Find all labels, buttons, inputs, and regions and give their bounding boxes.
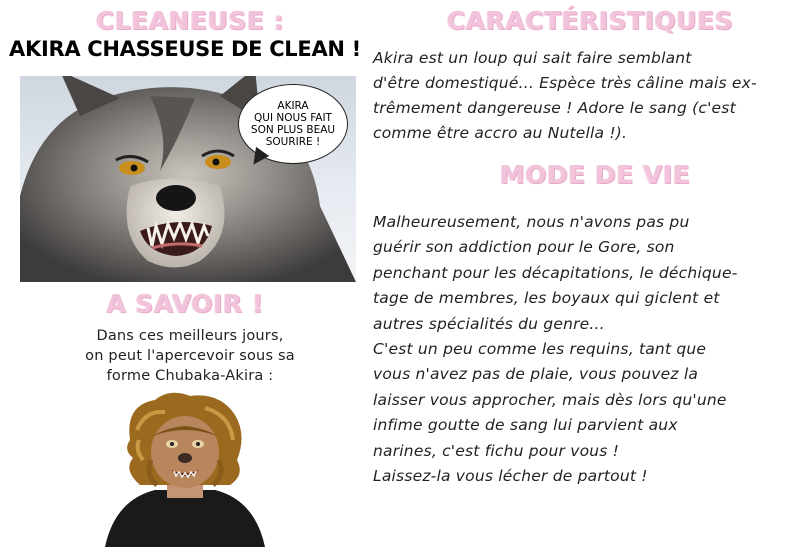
chubaka-photo [95,390,275,547]
mode-line: vous n'avez pas de plaie, vous pouvez la [373,365,699,384]
chubaka-caption [40,326,340,386]
akira-subtitle: AKIRA CHASSEUSE DE CLEAN ! [9,37,361,61]
mode-line: penchant pour les décapitations, le déchique- [373,263,738,282]
bubble-line: QUI NOUS FAIT [254,112,332,124]
carac-line: Akira est un loup qui sait faire semblant [373,49,692,67]
mode-line: narines, c'est fichu pour vous ! [373,441,620,460]
caption-line: forme Chubaka-Akira : [106,368,274,384]
a-savoir-title: A SAVOIR ! [106,289,264,318]
mode-line: autres spécialités du genre... [373,314,605,333]
mode-line: Laissez-la vous lécher de partout ! [373,467,648,486]
mode-de-vie-title: MODE DE VIE [499,160,691,189]
mode-line: C'est un peu comme les requins, tant que [373,340,707,359]
mode-line: laisser vous approcher, mais dès lors qu'une [373,390,727,409]
carac-line: d'être domestiqué... Espèce très câline mais ex- [373,74,757,92]
mode-de-vie-text [373,210,798,489]
mode-line: tage de membres, les boyaux qui giclent et [373,289,720,308]
mode-line: Malheureusement, nous n'avons pas pu [373,213,690,231]
caption-line: Dans ces meilleurs jours, [96,328,284,344]
cleaneuse-title: CLEANEUSE : [95,6,285,35]
bubble-line: AKIRA [277,100,309,112]
caracteristiques-title: CARACTÉRISTIQUES [446,6,734,35]
mode-line: infime goutte de sang lui parvient aux [373,416,678,435]
bubble-line: SON PLUS BEAU [250,124,336,136]
carac-line: trêmement dangereuse ! Adore le sang (c'est [373,99,736,117]
bubble-line: SOURIRE ! [265,136,321,148]
caption-line: on peut l'apercevoir sous sa [85,348,295,364]
werewolf-makeup-photo-icon [95,390,275,547]
carac-line: comme être accro au Nutella !). [373,124,628,142]
caracteristiques-text [373,46,798,146]
mode-line: guérir son addiction pour le Gore, son [373,238,675,257]
